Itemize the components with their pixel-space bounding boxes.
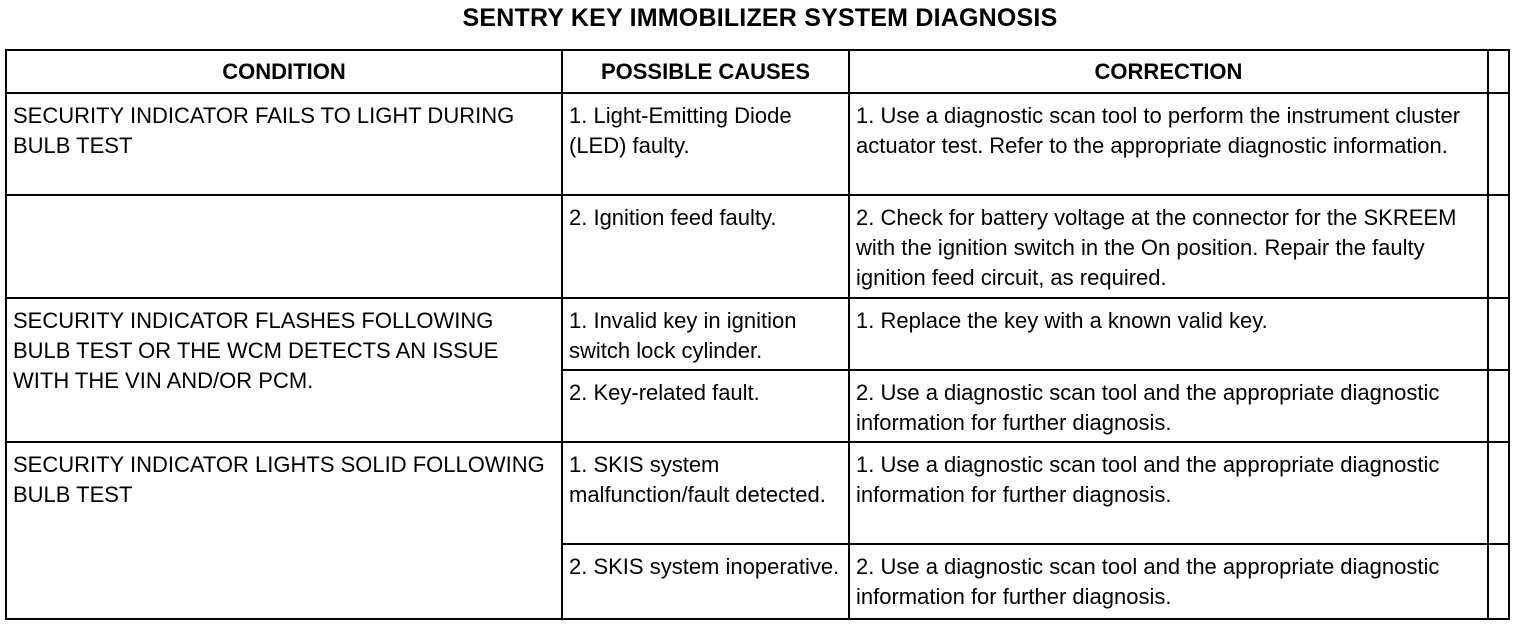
- blank-cell: [1488, 298, 1509, 370]
- cause-cell: 2. Key-related fault.: [562, 370, 849, 442]
- cause-cell: 2. SKIS system inoperative.: [562, 544, 849, 619]
- cause-cell: 1. Light-Emitting Diode (LED) faulty.: [562, 93, 849, 195]
- cause-cell: 1. SKIS system malfunction/fault detected.: [562, 442, 849, 544]
- correction-cell: 2. Use a diagnostic scan tool and the appropriate diagnostic information for further diagnosis.: [849, 370, 1488, 442]
- header-possible-causes: POSSIBLE CAUSES: [562, 50, 849, 93]
- table-row: [6, 442, 1509, 544]
- cause-cell: 1. Invalid key in ignition switch lock cylinder.: [562, 298, 849, 370]
- correction-cell: 1. Use a diagnostic scan tool to perform the instrument cluster actuator test. Refer to the appropriate diagnostic information.: [849, 93, 1488, 195]
- header-blank-cell: [1488, 50, 1509, 93]
- table-row: [6, 195, 1509, 298]
- condition-cell: SECURITY INDICATOR LIGHTS SOLID FOLLOWING BULB TEST: [6, 442, 562, 619]
- correction-cell: 2. Check for battery voltage at the connector for the SKREEM with the ignition switch in the On position. Repair the faulty ignition feed circuit, as required.: [849, 195, 1488, 298]
- page-title: SENTRY KEY IMMOBILIZER SYSTEM DIAGNOSIS: [462, 4, 1058, 32]
- correction-cell: 2. Use a diagnostic scan tool and the appropriate diagnostic information for further diagnosis.: [849, 544, 1488, 619]
- diagnosis-table: [5, 49, 1510, 620]
- cause-cell: 2. Ignition feed faulty.: [562, 195, 849, 298]
- table-header-row: [6, 50, 1509, 93]
- table-row: [6, 298, 1509, 370]
- condition-cell: SECURITY INDICATOR FLASHES FOLLOWING BULB TEST OR THE WCM DETECTS AN ISSUE WITH THE VIN AND/OR PCM.: [6, 298, 562, 442]
- blank-cell: [1488, 442, 1509, 544]
- header-condition: CONDITION: [6, 50, 562, 93]
- blank-cell: [1488, 370, 1509, 442]
- condition-cell: SECURITY INDICATOR FAILS TO LIGHT DURING BULB TEST: [6, 93, 562, 195]
- condition-cell: [6, 195, 562, 298]
- correction-cell: 1. Replace the key with a known valid key.: [849, 298, 1488, 370]
- correction-cell: 1. Use a diagnostic scan tool and the appropriate diagnostic information for further diagnosis.: [849, 442, 1488, 544]
- blank-cell: [1488, 544, 1509, 619]
- blank-cell: [1488, 195, 1509, 298]
- blank-cell: [1488, 93, 1509, 195]
- table-row: [6, 93, 1509, 195]
- header-correction: CORRECTION: [849, 50, 1488, 93]
